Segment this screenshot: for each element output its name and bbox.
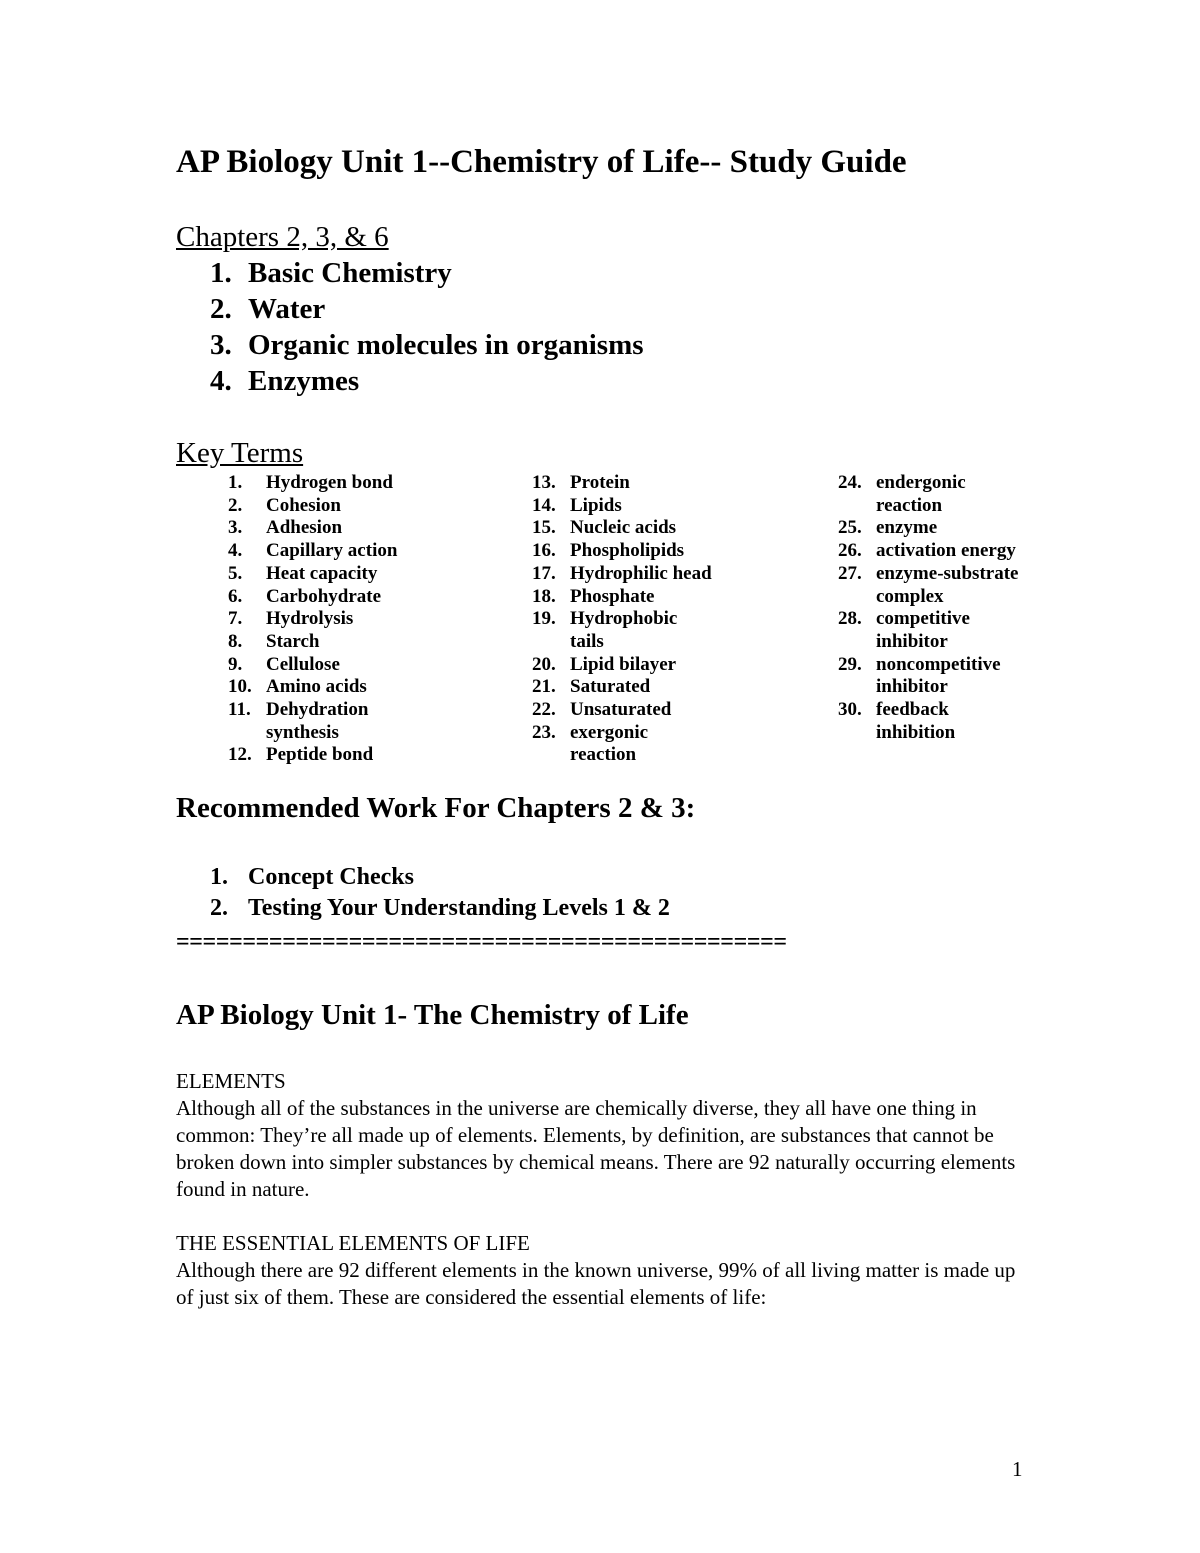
list-item: 7. Hydrolysis <box>228 608 354 630</box>
list-item: 3. Organic molecules in organisms <box>210 329 644 361</box>
list-item: 1. Concept Checks <box>210 864 414 890</box>
page-number: 1 <box>1012 1457 1023 1481</box>
chapters-heading: Chapters 2, 3, & 6 <box>176 221 389 253</box>
list-item: 25. enzyme <box>838 517 938 539</box>
list-item: 9. Cellulose <box>228 653 340 675</box>
list-item: 13. Protein <box>532 472 630 493</box>
section-separator: ============================================== <box>176 929 787 955</box>
essential-elements-heading: THE ESSENTIAL ELEMENTS OF LIFE <box>176 1231 530 1255</box>
list-item: 19. Hydrophobic tails <box>532 608 678 652</box>
elements-paragraph: Although all of the substances in the universe are chemically diverse, they all have one thing in common: They’re all made up of elements. Elements, by definition, are substances that cannot be broken down into simpler substances by chemical means. There are 92 naturally occurring elements found in nature. <box>176 1096 1016 1201</box>
list-item: 16. Phospholipids <box>532 540 685 562</box>
list-item: 17. Hydrophilic head <box>532 562 712 584</box>
list-item: 20. Lipid bilayer <box>532 653 677 675</box>
list-item: 28. competitive inhibitor <box>838 608 970 652</box>
list-item: 1. Hydrogen bond <box>228 472 393 493</box>
list-item: 29. noncompetitive inhibitor <box>838 653 1001 698</box>
elements-heading: ELEMENTS <box>176 1069 286 1093</box>
list-item: 24. endergonic reaction <box>838 472 966 516</box>
list-item: 15. Nucleic acids <box>532 517 677 539</box>
list-item: 12. Peptide bond <box>228 744 374 766</box>
list-item: 2. Water <box>210 293 326 325</box>
list-item: 3. Adhesion <box>228 517 343 539</box>
essential-elements-paragraph: Although there are 92 different elements in the known universe, 99% of all living matter is made up of just six of them. These are considered the essential elements of life: <box>176 1258 1016 1309</box>
recommended-work-list <box>210 862 670 924</box>
list-item: 6. Carbohydrate <box>228 585 382 607</box>
list-item: 1. Basic Chemistry <box>210 257 452 289</box>
list-item: 10. Amino acids <box>228 676 367 698</box>
list-item: 18. Phosphate <box>532 585 655 607</box>
key-terms-column-2 <box>532 472 720 767</box>
document-title: AP Biology Unit 1--Chemistry of Life-- Study Guide <box>176 144 907 180</box>
list-item: 2. Testing Your Understanding Levels 1 & 2 <box>210 895 670 921</box>
list-item: 11. Dehydration synthesis <box>228 699 369 743</box>
list-item: 2. Cohesion <box>228 494 341 516</box>
list-item: 27. enzyme-substrate complex <box>838 562 1019 607</box>
list-item: 4. Capillary action <box>228 540 398 562</box>
list-item: 4. Enzymes <box>210 365 360 397</box>
section-title: AP Biology Unit 1- The Chemistry of Life <box>176 999 689 1031</box>
chapter-topics-list <box>210 255 644 399</box>
list-item: 22. Unsaturated <box>532 699 672 721</box>
list-item: 8. Starch <box>228 630 320 652</box>
list-item: 5. Heat capacity <box>228 562 378 584</box>
list-item: 26. activation energy <box>838 540 1016 562</box>
recommended-work-heading: Recommended Work For Chapters 2 & 3: <box>176 792 696 824</box>
list-item: 23. exergonic reaction <box>532 721 649 766</box>
list-item: 30. feedback inhibition <box>838 699 956 743</box>
key-terms-column-1 <box>228 472 436 767</box>
key-terms-column-3 <box>838 472 1051 744</box>
list-item: 21. Saturated <box>532 676 651 698</box>
key-terms-heading: Key Terms <box>176 437 304 469</box>
list-item: 14. Lipids <box>532 494 622 516</box>
